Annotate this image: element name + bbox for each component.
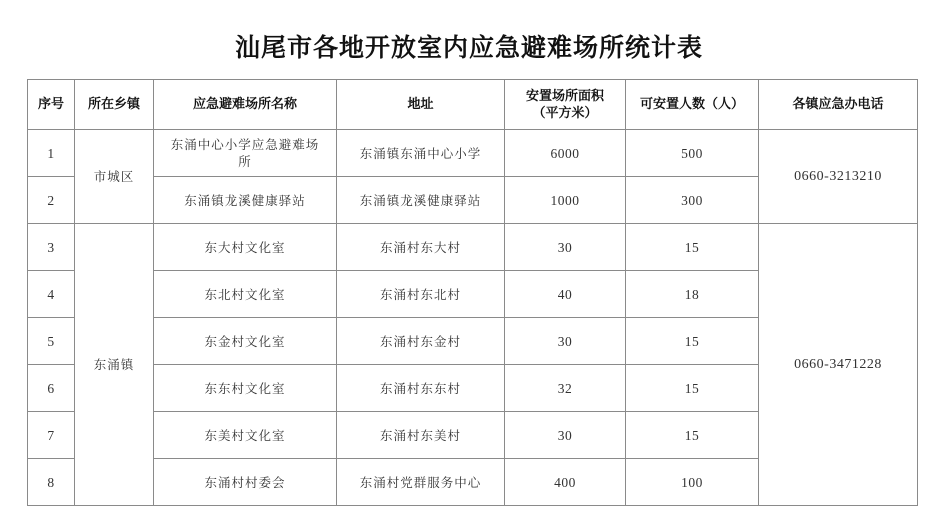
- cell-address: 东涌村东金村: [337, 318, 505, 365]
- cell-name: 东金村文化室: [154, 318, 337, 365]
- cell-address: 东涌村东东村: [337, 365, 505, 412]
- cell-area: 30: [505, 318, 626, 365]
- table-row: [28, 224, 918, 271]
- cell-name: 东涌镇龙溪健康驿站: [154, 177, 337, 224]
- cell-seq: 4: [28, 271, 75, 318]
- header-town: 所在乡镇: [75, 80, 154, 130]
- cell-capacity: 15: [626, 412, 759, 459]
- cell-address: 东涌村东北村: [337, 271, 505, 318]
- cell-name: 东大村文化室: [154, 224, 337, 271]
- cell-town: 市城区: [75, 130, 154, 224]
- cell-name: 东涌村村委会: [154, 459, 337, 506]
- cell-name: 东涌中心小学应急避难场所: [154, 130, 337, 177]
- cell-seq: 5: [28, 318, 75, 365]
- cell-area: 30: [505, 412, 626, 459]
- header-row: [28, 80, 918, 130]
- cell-capacity: 18: [626, 271, 759, 318]
- cell-phone: 0660-3213210: [759, 130, 918, 224]
- cell-address: 东涌村党群服务中心: [337, 459, 505, 506]
- cell-capacity: 100: [626, 459, 759, 506]
- cell-capacity: 15: [626, 224, 759, 271]
- shelter-table: [27, 79, 918, 506]
- cell-seq: 2: [28, 177, 75, 224]
- table-row: [28, 130, 918, 177]
- cell-name: 东美村文化室: [154, 412, 337, 459]
- header-area: 安置场所面积（平方米）: [505, 80, 626, 130]
- header-capacity: 可安置人数（人）: [626, 80, 759, 130]
- cell-capacity: 300: [626, 177, 759, 224]
- cell-area: 6000: [505, 130, 626, 177]
- cell-area: 32: [505, 365, 626, 412]
- cell-phone: 0660-3471228: [759, 224, 918, 506]
- document-title: 汕尾市各地开放室内应急避难场所统计表: [234, 33, 703, 62]
- cell-seq: 1: [28, 130, 75, 177]
- cell-seq: 6: [28, 365, 75, 412]
- cell-seq: 7: [28, 412, 75, 459]
- header-phone: 各镇应急办电话: [759, 80, 918, 130]
- cell-area: 400: [505, 459, 626, 506]
- cell-seq: 3: [28, 224, 75, 271]
- cell-area: 1000: [505, 177, 626, 224]
- cell-address: 东涌镇龙溪健康驿站: [337, 177, 505, 224]
- cell-seq: 8: [28, 459, 75, 506]
- cell-town: 东涌镇: [75, 224, 154, 506]
- cell-name: 东东村文化室: [154, 365, 337, 412]
- cell-area: 30: [505, 224, 626, 271]
- cell-name: 东北村文化室: [154, 271, 337, 318]
- header-seq: 序号: [28, 80, 75, 130]
- cell-address: 东涌镇东涌中心小学: [337, 130, 505, 177]
- cell-address: 东涌村东大村: [337, 224, 505, 271]
- header-name: 应急避难场所名称: [154, 80, 337, 130]
- cell-capacity: 500: [626, 130, 759, 177]
- header-address: 地址: [337, 80, 505, 130]
- cell-capacity: 15: [626, 318, 759, 365]
- cell-area: 40: [505, 271, 626, 318]
- cell-address: 东涌村东美村: [337, 412, 505, 459]
- cell-capacity: 15: [626, 365, 759, 412]
